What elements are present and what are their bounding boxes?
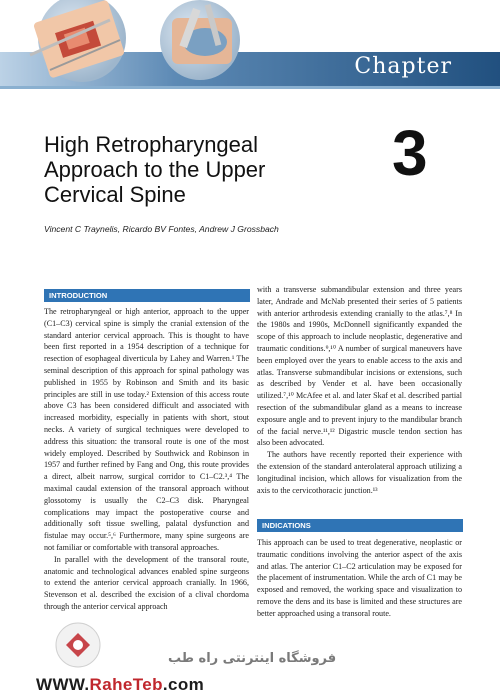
chapter-label: Chapter <box>354 54 452 79</box>
surgery-image-right <box>160 0 240 80</box>
url-accent: RaheTeb <box>89 675 163 694</box>
watermark-url[interactable] <box>36 675 204 695</box>
section-heading-introduction: INTRODUCTION <box>44 289 250 302</box>
url-suffix: .com <box>162 675 205 694</box>
paragraph: In parallel with the development of the transoral route, anatomic and technological advances enabled spine surgeons to extend the anterior cervical approach cranially. In 1966, Stevenson et al. described the excision of a clival chordoma through the anterior cervical approach <box>44 554 249 611</box>
chapter-title <box>44 132 364 207</box>
authors: Vincent C Traynelis, Ricardo BV Fontes, Andrew J Grossbach <box>44 224 279 234</box>
paragraph: with a transverse submandibular extension and three years later, Andrade and McNab presented their series of 5 patients with anterior arthrodesis extending cranially to the atlas.⁷,⁸ In the 1980s and 1990s, McDonnell significantly expanded the scope of this approach to include neoplastic, degenerative and traumatic conditions.⁹,¹⁰ A number of surgical maneuvers have been employed over the years to enable access to the axis and atlas. Transverse submandibular incisions or extensions, such as described by Vender et al. have been occasionally utilized.⁷,¹⁰ McAfee et al. and later Skaf et al. described partial resection of the submandibular gland as a means to increase exposure angle and to prevent injury to the mandibular branch of the facial nerve.¹¹,¹² Digastric muscle tendon section has also been advocated. <box>257 285 462 448</box>
title-line: Approach to the Upper <box>44 157 266 182</box>
indications-body <box>257 537 462 620</box>
right-column <box>257 284 462 496</box>
watermark-store-name: فروشگاه اینترنتی راه طب <box>168 651 337 666</box>
url-prefix: WWW. <box>36 675 90 694</box>
paragraph: The retropharyngeal or high anterior, approach to the upper (C1–C3) cervical spine is simply the cranial extension of the standard anterior cervical approach. This is thought to have been first reported in a 1954 description of a technique for resection of esophageal diverticula by Lahey and Warren.¹ The seminal description of this approach for spinal pathology was published in 1955 by Robinson and Smith and its basic principles are still in use today.² Extension of this access route above C3 has been considered difficult and associated with increased morbidity, especially in patients with short, stout necks. A variety of surgical techniques were developed to address this situation: the transoral route is one of the most widely employed. Described by Southwick and Robinson in 1957 and further refined by Fang and Ong, this route provides a direct, albeit narrow, surgical corridor to C1–C2.³,⁴ The maximal caudal extension of the transoral approach without glossotomy is usually the C2–C3 disk. Pharyngeal complications may impact the postoperative course and additionally soft tissue swelling, palatal dysfunction and fistulae may occur.⁵,⁶ Furthermore, many spine surgeons are not familiar or comfortable with transoral approaches. <box>44 307 249 552</box>
title-line: High Retropharyngeal <box>44 132 259 157</box>
title-line: Cervical Spine <box>44 182 186 207</box>
chapter-number: 3 <box>392 117 428 189</box>
left-column <box>44 306 249 613</box>
section-heading-indications: INDICATIONS <box>257 519 463 532</box>
paragraph: The authors have recently reported their experience with the extension of the standard anterolateral approach utilizing a longitudinal incision, which allows for visualization from the axis to the cervicothoracic junction.¹³ <box>257 450 462 495</box>
paragraph: This approach can be used to treat degenerative, neoplastic or traumatic conditions involving the anterior aspect of the axis and atlas. The anterior C1–C2 articulation may be exposed for the placement of instrumentation. While the arch of C1 may be exposed and removed, the working space and visualization to remove the dens and its base is limited and these structures are better approached using a transoral route. <box>257 538 462 618</box>
